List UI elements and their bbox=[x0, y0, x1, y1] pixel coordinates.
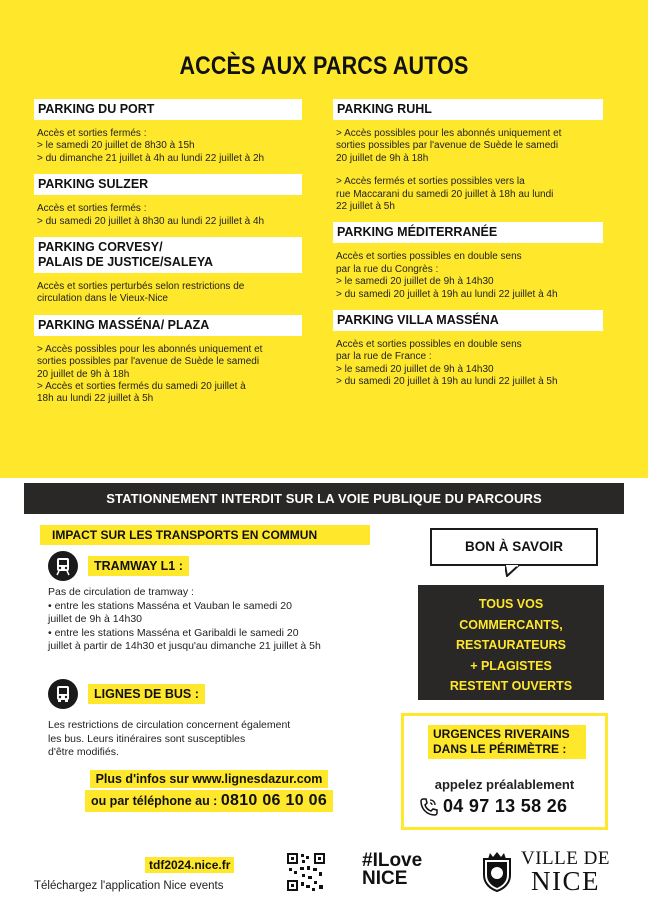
left-parking-column bbox=[34, 99, 302, 406]
info-phone-number[interactable]: 0810 06 10 06 bbox=[220, 792, 328, 809]
detail-line: > Accès fermés et sorties possibles vers la bbox=[336, 176, 525, 188]
parking-details bbox=[34, 120, 302, 165]
shops-open-box bbox=[418, 585, 604, 700]
tram-info bbox=[48, 586, 393, 654]
footer-website[interactable]: tdf2024.nice.fr bbox=[145, 857, 234, 873]
parking-name bbox=[34, 237, 302, 273]
parking-name: PARKING DU PORT bbox=[34, 99, 302, 120]
urgences-phone[interactable] bbox=[418, 796, 567, 817]
detail-line: > le samedi 20 juillet de 9h à 14h30 bbox=[336, 276, 494, 288]
no-parking-banner: STATIONNEMENT INTERDIT SUR LA VOIE PUBLIQUE DU PARCOURS bbox=[24, 483, 624, 514]
parking-block bbox=[34, 174, 302, 228]
urgences-title bbox=[428, 725, 586, 759]
detail-line: Accès et sorties fermés : bbox=[37, 128, 147, 139]
ville-de-nice-logo bbox=[521, 849, 610, 894]
urgences-title-line: DANS LE PÉRIMÈTRE : bbox=[433, 742, 567, 756]
detail-line: > Accès possibles pour les abonnés uniquement et bbox=[336, 128, 562, 139]
detail-line: rue Maccarani du samedi 20 juillet à 18h au lundi bbox=[336, 188, 554, 200]
parking-details bbox=[34, 336, 302, 406]
parking-name: PARKING VILLA MASSÉNA bbox=[333, 310, 603, 331]
shop-line: RESTAURATEURS bbox=[456, 638, 566, 652]
parking-name-line: PALAIS DE JUSTICE/SALEYA bbox=[38, 255, 214, 270]
detail-line: circulation dans le Vieux-Nice bbox=[37, 293, 168, 305]
parking-details bbox=[333, 120, 603, 213]
detail-line: 20 juillet de 9h à 18h bbox=[37, 368, 130, 380]
tram-label: TRAMWAY L1 : bbox=[88, 556, 189, 576]
parking-block bbox=[333, 222, 603, 301]
more-info bbox=[44, 770, 374, 812]
detail-line: > Accès et sorties fermés du samedi 20 juillet à bbox=[37, 381, 246, 393]
info-line: juillet de 9h à 14h30 bbox=[48, 613, 142, 625]
speech-tail-icon bbox=[505, 565, 521, 577]
ville-line: VILLE DE bbox=[521, 848, 610, 869]
urgences-call-text: appelez préalablement bbox=[434, 777, 575, 792]
ville-line: NICE bbox=[530, 866, 600, 896]
ilove-line: NICE bbox=[362, 868, 408, 889]
parking-details bbox=[333, 243, 603, 301]
info-line: Pas de circulation de tramway : bbox=[48, 586, 194, 598]
parking-details bbox=[333, 331, 603, 389]
urgences-phone-number[interactable]: 04 97 13 58 26 bbox=[443, 796, 568, 816]
detail-line: > du samedi 20 juillet à 19h au lundi 22 juillet à 5h bbox=[336, 376, 558, 388]
parking-block bbox=[34, 99, 302, 165]
urgences-title-line: URGENCES RIVERAINS bbox=[433, 727, 570, 741]
tram-icon bbox=[48, 551, 78, 581]
info-line: juillet à partir de 14h30 et jusqu'au dimanche 21 juillet à 5h bbox=[48, 640, 321, 652]
footer-app-text: Téléchargez l'application Nice events bbox=[34, 880, 224, 892]
ilove-line: #ILove bbox=[362, 850, 423, 871]
info-line: les bus. Leurs itinéraires sont susceptibles bbox=[48, 732, 246, 745]
page-title: ACCÈS AUX PARCS AUTOS bbox=[179, 52, 469, 80]
parking-name-line: PARKING CORVESY/ bbox=[38, 240, 163, 255]
info-line: d'être modifiés. bbox=[48, 746, 119, 758]
detail-line: > Accès possibles pour les abonnés uniquement et bbox=[37, 343, 263, 355]
detail-line: sorties possibles par l'avenue de Suède le samedi bbox=[37, 356, 260, 368]
bus-info bbox=[48, 719, 368, 760]
detail-line: 20 juillet de 9h à 18h bbox=[336, 152, 429, 164]
bus-label: LIGNES DE BUS : bbox=[88, 684, 205, 704]
detail-line: sorties possibles par l'avenue de Suède le samedi bbox=[336, 140, 559, 152]
shop-line: TOUS VOS bbox=[478, 597, 544, 611]
shop-line: + PLAGISTES bbox=[470, 658, 552, 673]
parking-name: PARKING MASSÉNA/ PLAZA bbox=[34, 315, 302, 336]
detail-line: 18h au lundi 22 juillet à 5h bbox=[37, 393, 154, 405]
detail-line: > du samedi 20 juillet à 19h au lundi 22 juillet à 4h bbox=[336, 288, 558, 300]
parking-name: PARKING MÉDITERRANÉE bbox=[333, 222, 603, 243]
more-info-website[interactable]: Plus d'infos sur www.lignesdazur.com bbox=[90, 770, 329, 788]
bus-icon bbox=[48, 679, 78, 709]
urgences-box bbox=[401, 713, 608, 830]
parking-block bbox=[333, 310, 603, 389]
detail-line: par la rue du Congrès : bbox=[336, 263, 439, 275]
phone-prefix: ou par téléphone au : bbox=[90, 794, 221, 808]
info-line: • entre les stations Masséna et Vauban le samedi 20 bbox=[48, 599, 292, 612]
detail-line: > du dimanche 21 juillet à 4h au lundi 22 juillet à 2h bbox=[37, 152, 265, 164]
parking-details bbox=[34, 273, 302, 306]
more-info-phone-line bbox=[85, 790, 333, 812]
detail-line: > du samedi 20 juillet à 8h30 au lundi 22 juillet à 4h bbox=[37, 215, 265, 227]
shop-line: COMMERCANTS, bbox=[459, 617, 563, 632]
bon-a-savoir-box: BON À SAVOIR bbox=[430, 528, 598, 566]
parking-name: PARKING SULZER bbox=[34, 174, 302, 195]
parking-block bbox=[34, 237, 302, 306]
qr-code-icon[interactable] bbox=[286, 852, 326, 892]
parking-block bbox=[34, 315, 302, 406]
ilove-nice-logo bbox=[362, 852, 422, 888]
phone-icon bbox=[418, 797, 438, 817]
shop-line: RESTENT OUVERTS bbox=[449, 679, 573, 693]
parking-block bbox=[333, 99, 603, 213]
info-line: Les restrictions de circulation concernent également bbox=[48, 719, 291, 731]
city-seal-icon bbox=[478, 851, 516, 893]
detail-line: par la rue de France : bbox=[336, 351, 432, 363]
info-line: • entre les stations Masséna et Garibaldi le samedi 20 bbox=[48, 626, 299, 639]
detail-line: Accès et sorties fermés : bbox=[37, 203, 147, 215]
detail-line: Accès et sorties perturbés selon restrictions de bbox=[37, 281, 245, 293]
detail-line: 22 juillet à 5h bbox=[336, 201, 395, 213]
detail-line: Accès et sorties possibles en double sens bbox=[336, 251, 522, 263]
parking-details bbox=[34, 195, 302, 228]
detail-line: > le samedi 20 juillet de 8h30 à 15h bbox=[37, 140, 195, 152]
transports-title: IMPACT SUR LES TRANSPORTS EN COMMUN bbox=[40, 525, 370, 545]
parking-name: PARKING RUHL bbox=[333, 99, 603, 120]
detail-line: Accès et sorties possibles en double sens bbox=[336, 339, 522, 351]
right-parking-column bbox=[333, 99, 603, 389]
detail-line: > le samedi 20 juillet de 9h à 14h30 bbox=[336, 363, 494, 375]
